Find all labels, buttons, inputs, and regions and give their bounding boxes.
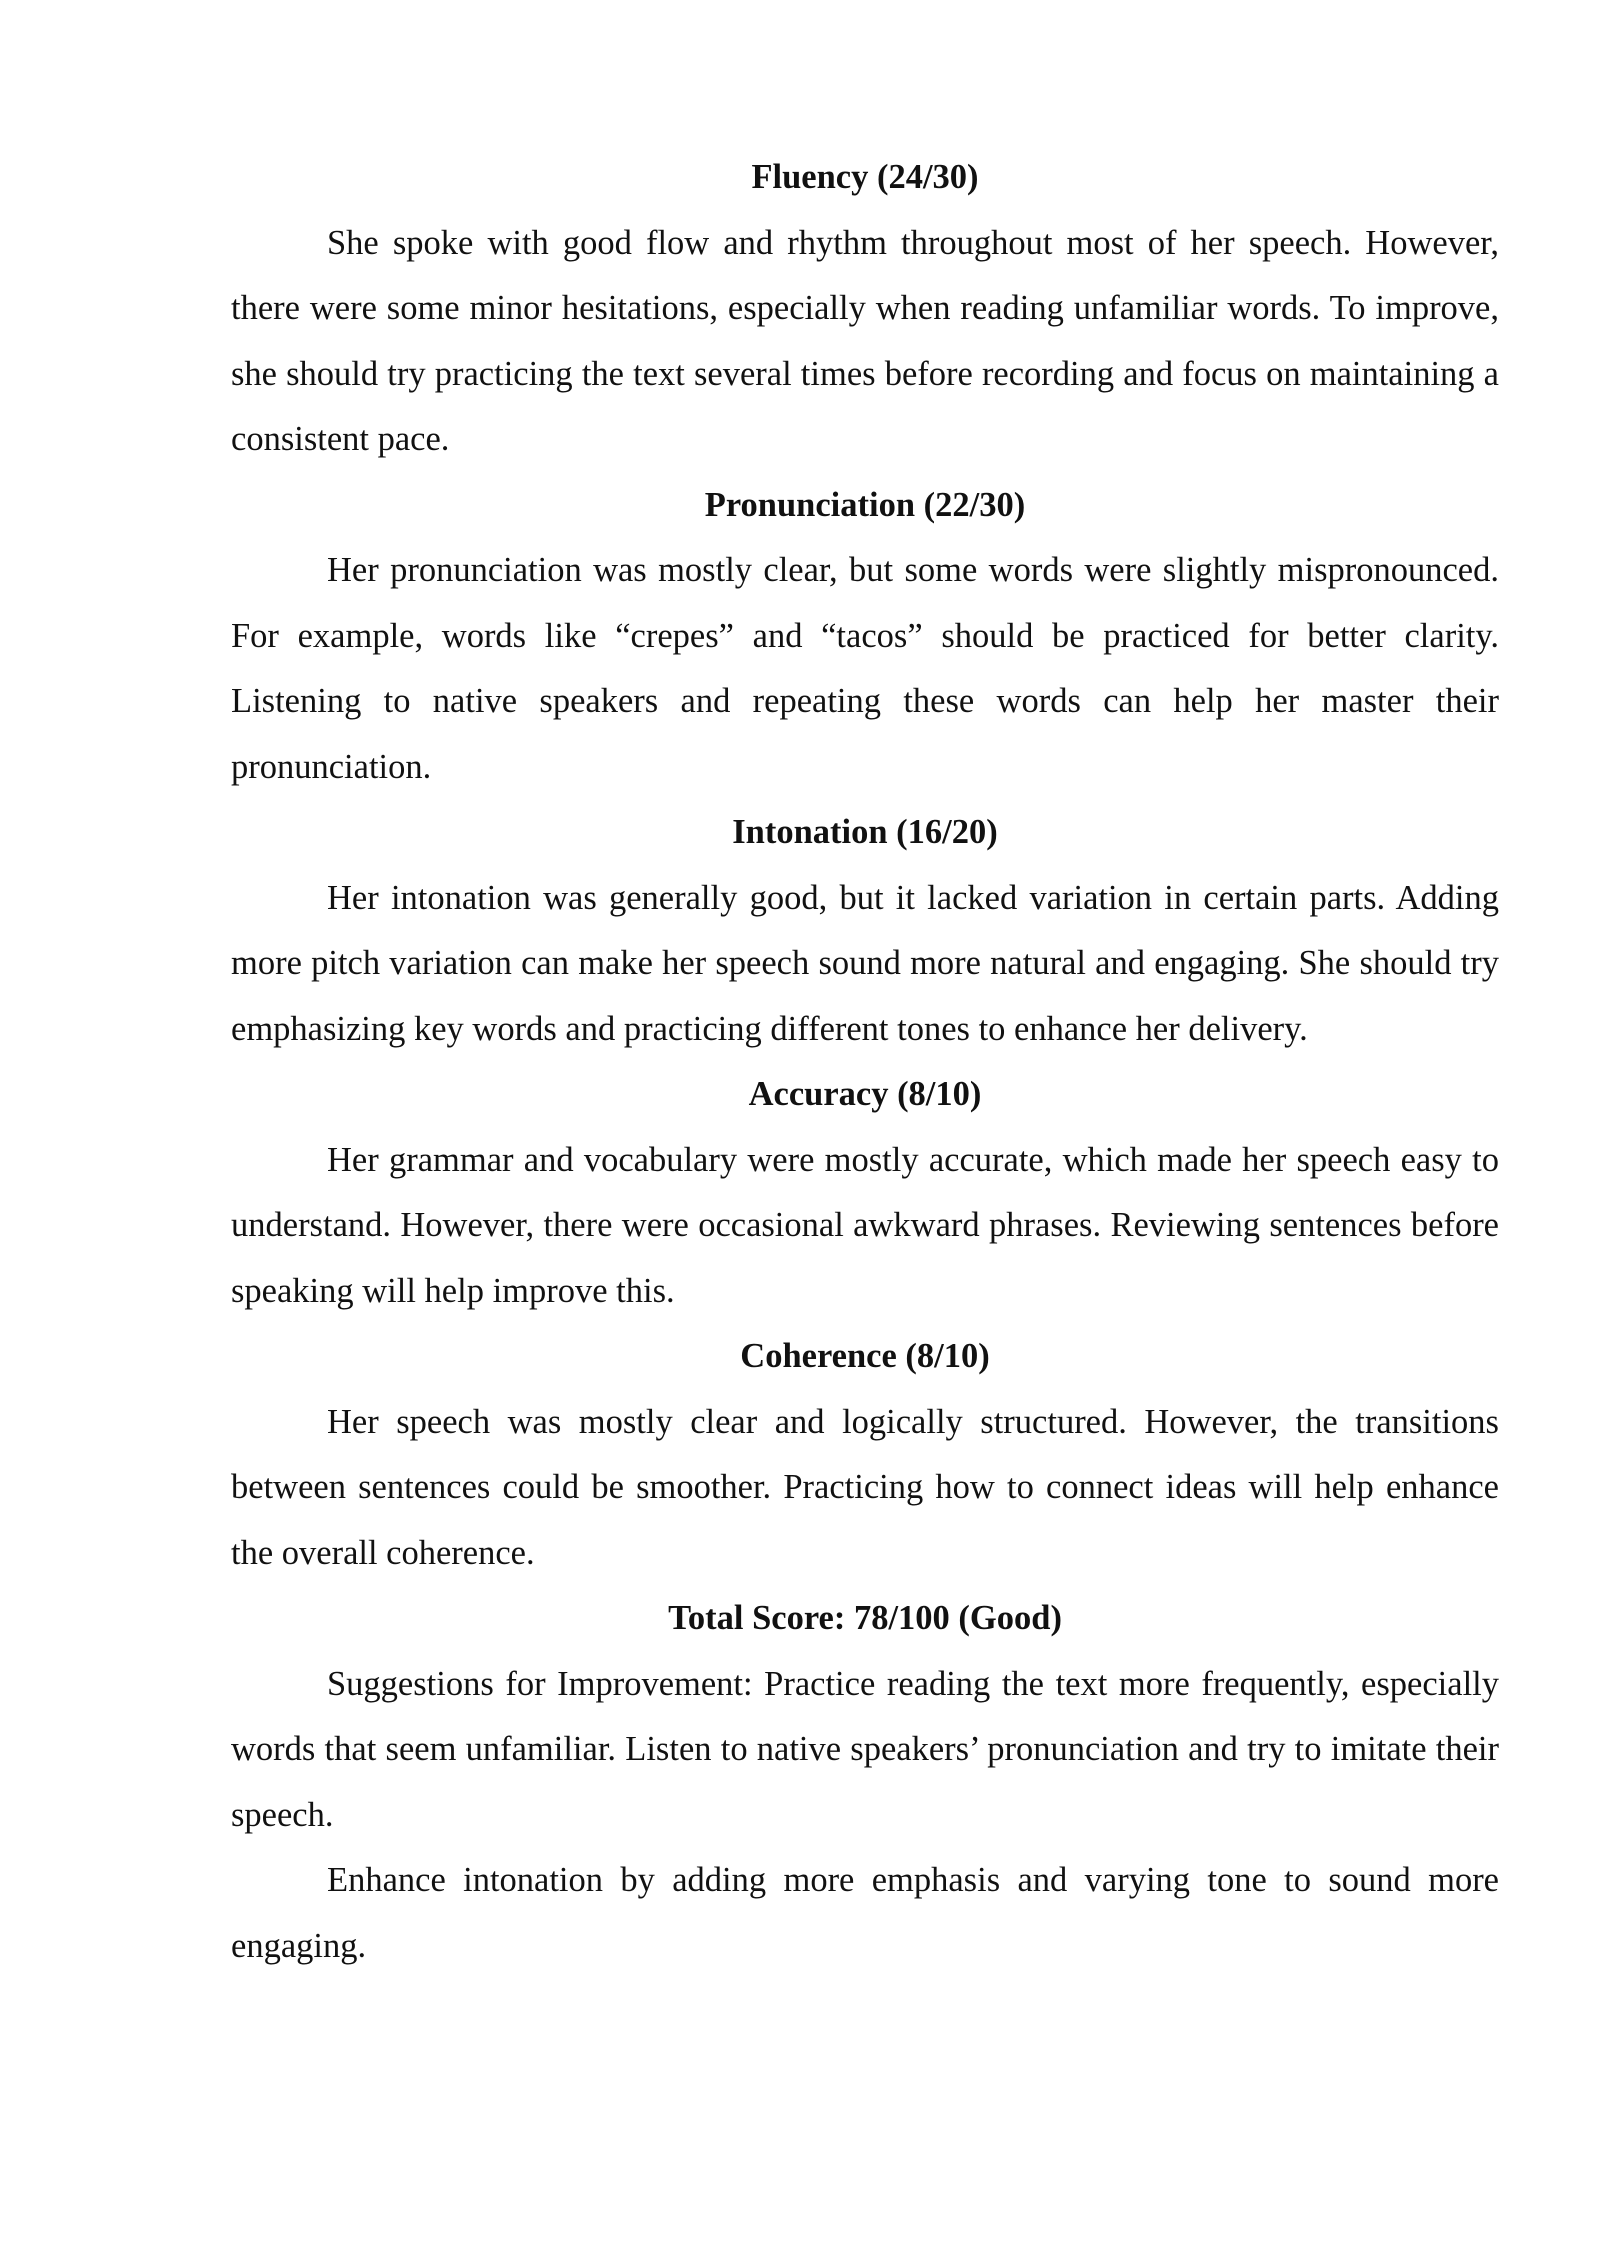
document-page <box>231 145 1499 1979</box>
accuracy-paragraph: Her grammar and vocabulary were mostly accurate, which made her speech easy to understand. However, there were occasional awkward phrases. Reviewing sentences before speaking will help improve this. <box>231 1140 1499 1310</box>
intonation-suggestion-paragraph: Enhance intonation by adding more emphasis and varying tone to sound more engaging. <box>231 1861 1499 1965</box>
total-score-heading: Total Score: 78/100 (Good) <box>668 1599 1062 1637</box>
intonation-paragraph: Her intonation was generally good, but it lacked variation in certain parts. Adding more pitch variation can make her speech sound more natural and engaging. She should try emphasizing key words and practicing different tones to enhance her delivery. <box>231 878 1499 1048</box>
accuracy-heading: Accuracy (8/10) <box>748 1075 982 1113</box>
coherence-paragraph: Her speech was mostly clear and logically structured. However, the transitions between sentences could be smoother. Practicing how to connect ideas will help enhance the overall coherence. <box>231 1402 1499 1572</box>
fluency-paragraph: She spoke with good flow and rhythm throughout most of her speech. However, there were some minor hesitations, especially when reading unfamiliar words. To improve, she should try practicing the text several times before recording and focus on maintaining a consistent pace. <box>231 223 1499 458</box>
pronunciation-paragraph: Her pronunciation was mostly clear, but some words were slightly mispronounced. For example, words like “crepes” and “tacos” should be practiced for better clarity. Listening to native speakers and repeating these words can help her master their pronunciation. <box>231 551 1499 786</box>
suggestions-paragraph: Suggestions for Improvement: Practice reading the text more frequently, especially words that seem unfamiliar. Listen to native speakers’ pronunciation and try to imitate their speech. <box>231 1664 1499 1834</box>
coherence-heading: Coherence (8/10) <box>740 1337 990 1375</box>
fluency-heading: Fluency (24/30) <box>751 158 979 196</box>
intonation-heading: Intonation (16/20) <box>732 813 998 851</box>
pronunciation-heading: Pronunciation (22/30) <box>704 485 1026 524</box>
